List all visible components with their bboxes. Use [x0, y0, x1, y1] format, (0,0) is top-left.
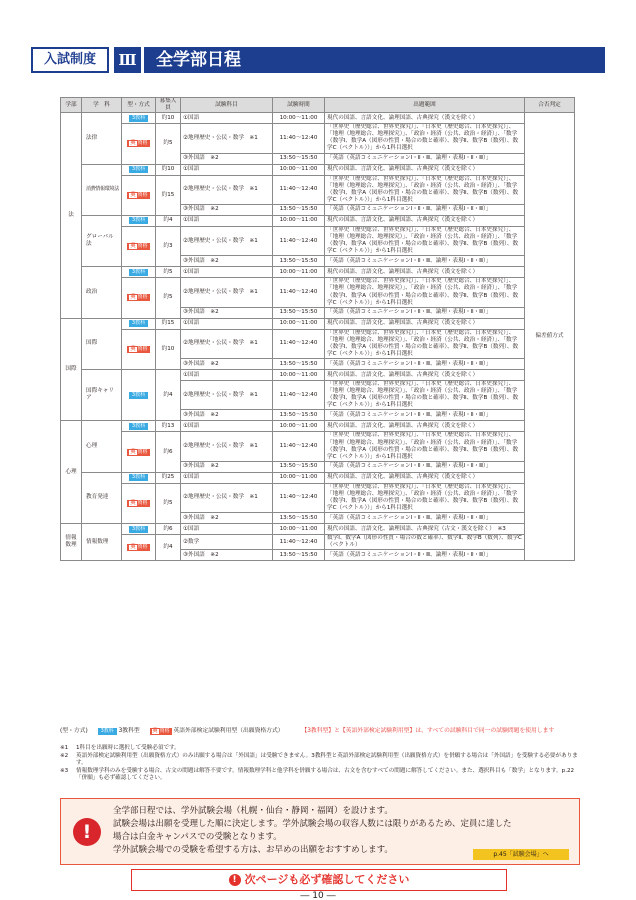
- time-cell: 13:50〜15:50: [273, 359, 325, 370]
- time-cell: 13:50〜15:50: [273, 256, 325, 267]
- subject-cell: ②地理歴史・公民・数学 ※1: [181, 432, 273, 461]
- department-cell: 政治: [82, 267, 122, 318]
- notice-line: 試験会場は出願を受理した順に決定します。学外試験会場の収容人数には限りがあるため、定員に達した: [113, 819, 512, 829]
- range-cell: 「英語（英語コミュニケーションⅠ・Ⅱ・Ⅲ、論理・表現Ⅰ・Ⅱ・Ⅲ）」: [325, 359, 525, 370]
- column-header: 試験科目: [181, 98, 273, 113]
- time-cell: 13:50〜15:50: [273, 513, 325, 524]
- time-cell: 10:00〜11:00: [273, 524, 325, 535]
- column-header: 型・方式: [122, 98, 156, 113]
- subject-cell: ①国語: [181, 267, 273, 278]
- quota-cell: 約25: [156, 472, 181, 483]
- range-cell: 現代の国語、言語文化、論理国語、古典探究（漢文を除く）: [325, 421, 525, 432]
- table-row: [61, 421, 575, 432]
- table-row: [61, 215, 575, 226]
- range-cell: 「世界史（歴史総合、世界史探究）」、「日本史（歴史総合、日本史探究）」、「地理（地理総合、地理探究）」、「政治・経済（公共、政治・経済）」、「数学（数学Ⅰ、数学A（図形の性質・場合の数と確率）、数学Ⅱ、数学B（数列）、数学C（ベクトル））」から1科目選択: [325, 432, 525, 461]
- next-page-notice: ! 次ページも必ず確認してください: [131, 869, 507, 891]
- english-qualification-badge: 英 資格: [127, 500, 149, 507]
- subject-cell: ③外国語 ※2: [181, 550, 273, 561]
- range-cell: 現代の国語、言語文化、論理国語、古典探究（古文・漢文を除く） ※3: [325, 524, 525, 535]
- department-cell: 法律: [82, 113, 122, 164]
- department-cell: 教育発達: [82, 472, 122, 523]
- quota-cell: 約15: [156, 318, 181, 329]
- three-subject-badge: 3教科: [129, 115, 148, 122]
- notice-line: 場合は白金キャンパスでの受験となります。: [113, 832, 282, 842]
- department-cell: 国際キャリア: [82, 370, 122, 421]
- exclamation-icon: !: [73, 818, 101, 846]
- english-qualification-badge: 英 資格: [127, 449, 149, 456]
- subject-cell: ①国語: [181, 472, 273, 483]
- time-cell: 13:50〜15:50: [273, 550, 325, 561]
- section-tag: 入試制度: [31, 47, 109, 73]
- three-subject-badge: 3教科: [129, 320, 148, 327]
- subject-cell: ①国語: [181, 164, 273, 175]
- range-cell: 「世界史（歴史総合、世界史探究）」、「日本史（歴史総合、日本史探究）」、「地理（地理総合、地理探究）」、「政治・経済（公共、政治・経済）」、「数学（数学Ⅰ、数学A（図形の性質・場合の数と確率）、数学Ⅱ、数学B（数列）、数学C（ベクトル））」から1科目選択: [325, 175, 525, 204]
- range-cell: 「英語（英語コミュニケーションⅠ・Ⅱ・Ⅲ、論理・表現Ⅰ・Ⅱ・Ⅲ）」: [325, 153, 525, 164]
- range-cell: 「世界史（歴史総合、世界史探究）」、「日本史（歴史総合、日本史探究）」、「地理（地理総合、地理探究）」、「政治・経済（公共、政治・経済）」、「数学（数学Ⅰ、数学A（図形の性質・場合の数と確率）、数学Ⅱ、数学B（数列）、数学C（ベクトル））」から1科目選択: [325, 329, 525, 358]
- three-subject-badge: 3教科: [129, 423, 148, 430]
- quota-cell: 約4: [156, 215, 181, 226]
- time-cell: 10:00〜11:00: [273, 215, 325, 226]
- legend: (型・方式) 3教科 3教科型 英 資格 英語外部検定試験利用型（出願資格方式） 【3教科型】と【英語外部検定試験利用型】は、すべての試験科目で同一の試験問題を使用します: [60, 728, 555, 734]
- subject-cell: ③外国語 ※2: [181, 256, 273, 267]
- time-cell: 10:00〜11:00: [273, 370, 325, 381]
- department-cell: 情報数理: [82, 524, 122, 561]
- english-qualification-badge: 英 資格: [127, 140, 149, 147]
- table-header-row: [61, 98, 575, 113]
- range-cell: 「世界史（歴史総合、世界史探究）」、「日本史（歴史総合、日本史探究）」、「地理（地理総合、地理探究）」、「政治・経済（公共、政治・経済）」、「数学（数学Ⅰ、数学A（図形の性質・場合の数と確率）、数学Ⅱ、数学B（数列）、数学C（ベクトル））」から1科目選択: [325, 278, 525, 307]
- quota-cell: 約4: [156, 370, 181, 421]
- time-cell: 10:00〜11:00: [273, 267, 325, 278]
- three-subject-badge: 3教科: [129, 166, 148, 173]
- range-cell: 数学Ⅰ、数学A（図形の性質・場合の数と確率）、数学Ⅱ、数学B（数列）、数学C（ベクトル）: [325, 535, 525, 550]
- table-row: [61, 472, 575, 483]
- table-row: [61, 318, 575, 329]
- notice-box: [60, 798, 580, 865]
- column-header: 学部: [61, 98, 82, 113]
- faculty-cell: 情報数理: [61, 524, 82, 561]
- subject-cell: ③外国語 ※2: [181, 461, 273, 472]
- three-subject-badge: 3教科: [129, 392, 148, 399]
- time-cell: 13:50〜15:50: [273, 153, 325, 164]
- quota-cell: 約3: [156, 226, 181, 266]
- range-cell: 「英語（英語コミュニケーションⅠ・Ⅱ・Ⅲ、論理・表現Ⅰ・Ⅱ・Ⅲ）」: [325, 307, 525, 318]
- section-header: [31, 47, 605, 73]
- time-cell: 13:50〜15:50: [273, 461, 325, 472]
- range-cell: 「英語（英語コミュニケーションⅠ・Ⅱ・Ⅲ、論理・表現Ⅰ・Ⅱ・Ⅲ）」: [325, 256, 525, 267]
- time-cell: 13:50〜15:50: [273, 204, 325, 215]
- subject-cell: ①国語: [181, 524, 273, 535]
- column-header: 試験時間: [273, 98, 325, 113]
- exam-venue-page-link[interactable]: p.45「試験会場」へ: [473, 849, 569, 860]
- english-qualification-badge: 英 資格: [127, 192, 149, 199]
- column-header: 学 科: [82, 98, 122, 113]
- quota-cell: 約5: [156, 267, 181, 278]
- quota-cell: 約6: [156, 432, 181, 472]
- three-subject-badge: 3教科: [129, 526, 148, 533]
- subject-cell: ②地理歴史・公民・数学 ※1: [181, 226, 273, 255]
- notice-line: 学外試験会場での受験を希望する方は、お早めの出願をおすすめします。: [113, 845, 393, 855]
- quota-cell: 約13: [156, 421, 181, 432]
- range-cell: 現代の国語、言語文化、論理国語、古典探究（漢文を除く）: [325, 215, 525, 226]
- quota-cell: 約5: [156, 483, 181, 523]
- quota-cell: 約15: [156, 175, 181, 215]
- english-qualification-badge: 英 資格: [127, 243, 149, 250]
- subject-cell: ③外国語 ※2: [181, 513, 273, 524]
- subject-cell: ③外国語 ※2: [181, 307, 273, 318]
- subject-cell: ②地理歴史・公民・数学 ※1: [181, 278, 273, 307]
- subject-cell: ②数学: [181, 535, 273, 550]
- time-cell: 10:00〜11:00: [273, 421, 325, 432]
- three-subject-badge: 3教科: [98, 728, 117, 735]
- range-cell: 「英語（英語コミュニケーションⅠ・Ⅱ・Ⅲ、論理・表現Ⅰ・Ⅱ・Ⅲ）」: [325, 461, 525, 472]
- department-cell: 消費情報環境法: [82, 164, 122, 215]
- subject-cell: ③外国語 ※2: [181, 153, 273, 164]
- subject-cell: ①国語: [181, 318, 273, 329]
- time-cell: 11:40〜12:40: [273, 226, 325, 255]
- column-header: 出題範囲: [325, 98, 525, 113]
- subject-cell: ①国語: [181, 215, 273, 226]
- time-cell: 10:00〜11:00: [273, 318, 325, 329]
- time-cell: 11:40〜12:40: [273, 175, 325, 204]
- subject-cell: ②地理歴史・公民・数学 ※1: [181, 329, 273, 358]
- judgement-cell: 偏差値方式: [525, 113, 575, 561]
- table-row: [61, 113, 575, 124]
- page-title: 全学部日程: [144, 47, 605, 73]
- faculty-cell: 心理: [61, 421, 82, 524]
- range-cell: 現代の国語、言語文化、論理国語、古典探究（漢文を除く）: [325, 472, 525, 483]
- quota-cell: 約10: [156, 113, 181, 124]
- time-cell: 11:40〜12:40: [273, 381, 325, 410]
- three-subject-badge: 3教科: [129, 474, 148, 481]
- range-cell: 「世界史（歴史総合、世界史探究）」、「日本史（歴史総合、日本史探究）」、「地理（地理総合、地理探究）」、「政治・経済（公共、政治・経済）」、「数学（数学Ⅰ、数学A（図形の性質・場合の数と確率）、数学Ⅱ、数学B（数列）、数学C（ベクトル））」から1科目選択: [325, 483, 525, 512]
- range-cell: 「世界史（歴史総合、世界史探究）」、「日本史（歴史総合、日本史探究）」、「地理（地理総合、地理探究）」、「政治・経済（公共、政治・経済）」、「数学（数学Ⅰ、数学A（図形の性質・場合の数と確率）、数学Ⅱ、数学B（数列）、数学C（ベクトル））」から1科目選択: [325, 124, 525, 153]
- time-cell: 11:40〜12:40: [273, 432, 325, 461]
- department-cell: 心理: [82, 421, 122, 472]
- quota-cell: 約5: [156, 124, 181, 164]
- english-qualification-badge: 英 資格: [127, 294, 149, 301]
- footnote: ※3 情報数理学科のみを受験する場合、古文の問題は解答不要です。情報数理学科と他学科を併願する場合は、古文を含むすべての問題に解答してください。また、選択科目も「数学」となります。p.22「併願」も必ず確認してください。: [60, 767, 575, 782]
- exam-schedule-table: [60, 97, 575, 561]
- english-qualification-badge: 英 資格: [127, 346, 149, 353]
- table-row: [61, 164, 575, 175]
- time-cell: 10:00〜11:00: [273, 113, 325, 124]
- quota-cell: 約5: [156, 278, 181, 318]
- subject-cell: ①国語: [181, 113, 273, 124]
- range-cell: 現代の国語、言語文化、論理国語、古典探究（漢文を除く）: [325, 267, 525, 278]
- range-cell: 「世界史（歴史総合、世界史探究）」、「日本史（歴史総合、日本史探究）」、「地理（地理総合、地理探究）」、「政治・経済（公共、政治・経済）」、「数学（数学Ⅰ、数学A（図形の性質・場合の数と確率）、数学Ⅱ、数学B（数列）、数学C（ベクトル））」から1科目選択: [325, 226, 525, 255]
- column-header: 募集人員: [156, 98, 181, 113]
- department-cell: グローバル法: [82, 215, 122, 266]
- quota-cell: 約10: [156, 164, 181, 175]
- range-cell: 「英語（英語コミュニケーションⅠ・Ⅱ・Ⅲ、論理・表現Ⅰ・Ⅱ・Ⅲ）」: [325, 410, 525, 421]
- subject-cell: ②地理歴史・公民・数学 ※1: [181, 381, 273, 410]
- faculty-cell: 法: [61, 113, 82, 319]
- time-cell: 13:50〜15:50: [273, 410, 325, 421]
- section-numeral: Ⅲ: [114, 47, 141, 73]
- notice-line: 全学部日程では、学外試験会場（札幌・仙台・静岡・福岡）を設けます。: [113, 806, 393, 816]
- footnotes: [60, 745, 580, 783]
- subject-cell: ①国語: [181, 421, 273, 432]
- column-header: 合否判定: [525, 98, 575, 113]
- english-qualification-badge: 英 資格: [150, 728, 172, 735]
- table-row: [61, 267, 575, 278]
- three-subject-badge: 3教科: [129, 269, 148, 276]
- time-cell: 11:40〜12:40: [273, 483, 325, 512]
- subject-cell: ②地理歴史・公民・数学 ※1: [181, 175, 273, 204]
- time-cell: 11:40〜12:40: [273, 329, 325, 358]
- time-cell: 11:40〜12:40: [273, 278, 325, 307]
- three-subject-badge: 3教科: [129, 217, 148, 224]
- legend-note: 【3教科型】と【英語外部検定試験利用型】は、すべての試験科目で同一の試験問題を使用します: [301, 728, 555, 734]
- table-row: [61, 370, 575, 381]
- range-cell: 現代の国語、言語文化、論理国語、古典探究（漢文を除く）: [325, 164, 525, 175]
- range-cell: 現代の国語、言語文化、論理国語、古典探究（漢文を除く）: [325, 113, 525, 124]
- range-cell: 「英語（英語コミュニケーションⅠ・Ⅱ・Ⅲ、論理・表現Ⅰ・Ⅱ・Ⅲ）」: [325, 513, 525, 524]
- exclamation-icon: !: [229, 874, 241, 886]
- time-cell: 10:00〜11:00: [273, 164, 325, 175]
- subject-cell: ②地理歴史・公民・数学 ※1: [181, 483, 273, 512]
- subject-cell: ②地理歴史・公民・数学 ※1: [181, 124, 273, 153]
- footnote: ※1 1科目を出願時に選択して受験必須です。: [60, 745, 180, 751]
- quota-cell: 約4: [156, 535, 181, 561]
- footnote: ※2 英語外部検定試験利用型（出願資格方式）のみ出願する場合は「外国語」は受験できません。3教科型と英語外部検定試験利用型（出願資格方式）を併願する場合は「外国語」を受験する必要があります。: [60, 752, 578, 767]
- quota-cell: 約6: [156, 524, 181, 535]
- table-row: [61, 524, 575, 535]
- range-cell: 「世界史（歴史総合、世界史探究）」、「日本史（歴史総合、日本史探究）」、「地理（地理総合、地理探究）」、「政治・経済（公共、政治・経済）」、「数学（数学Ⅰ、数学A（図形の性質・場合の数と確率）、数学Ⅱ、数学B（数列）、数学C（ベクトル））」から1科目選択: [325, 381, 525, 410]
- time-cell: 10:00〜11:00: [273, 472, 325, 483]
- range-cell: 現代の国語、言語文化、論理国語、古典探究（漢文を除く）: [325, 318, 525, 329]
- time-cell: 13:50〜15:50: [273, 307, 325, 318]
- range-cell: 現代の国語、言語文化、論理国語、古典探究（漢文を除く）: [325, 370, 525, 381]
- time-cell: 11:40〜12:40: [273, 124, 325, 153]
- subject-cell: ③外国語 ※2: [181, 204, 273, 215]
- page-number: ― 10 ―: [300, 891, 336, 900]
- english-qualification-badge: 英 資格: [127, 544, 149, 551]
- subject-cell: ③外国語 ※2: [181, 359, 273, 370]
- range-cell: 「英語（英語コミュニケーションⅠ・Ⅱ・Ⅲ、論理・表現Ⅰ・Ⅱ・Ⅲ）」: [325, 550, 525, 561]
- range-cell: 「英語（英語コミュニケーションⅠ・Ⅱ・Ⅲ、論理・表現Ⅰ・Ⅱ・Ⅲ）」: [325, 204, 525, 215]
- faculty-cell: 国際: [61, 318, 82, 421]
- subject-cell: ①国語: [181, 370, 273, 381]
- quota-cell: 約10: [156, 329, 181, 369]
- department-cell: 国際: [82, 318, 122, 369]
- subject-cell: ③外国語 ※2: [181, 410, 273, 421]
- time-cell: 11:40〜12:40: [273, 535, 325, 550]
